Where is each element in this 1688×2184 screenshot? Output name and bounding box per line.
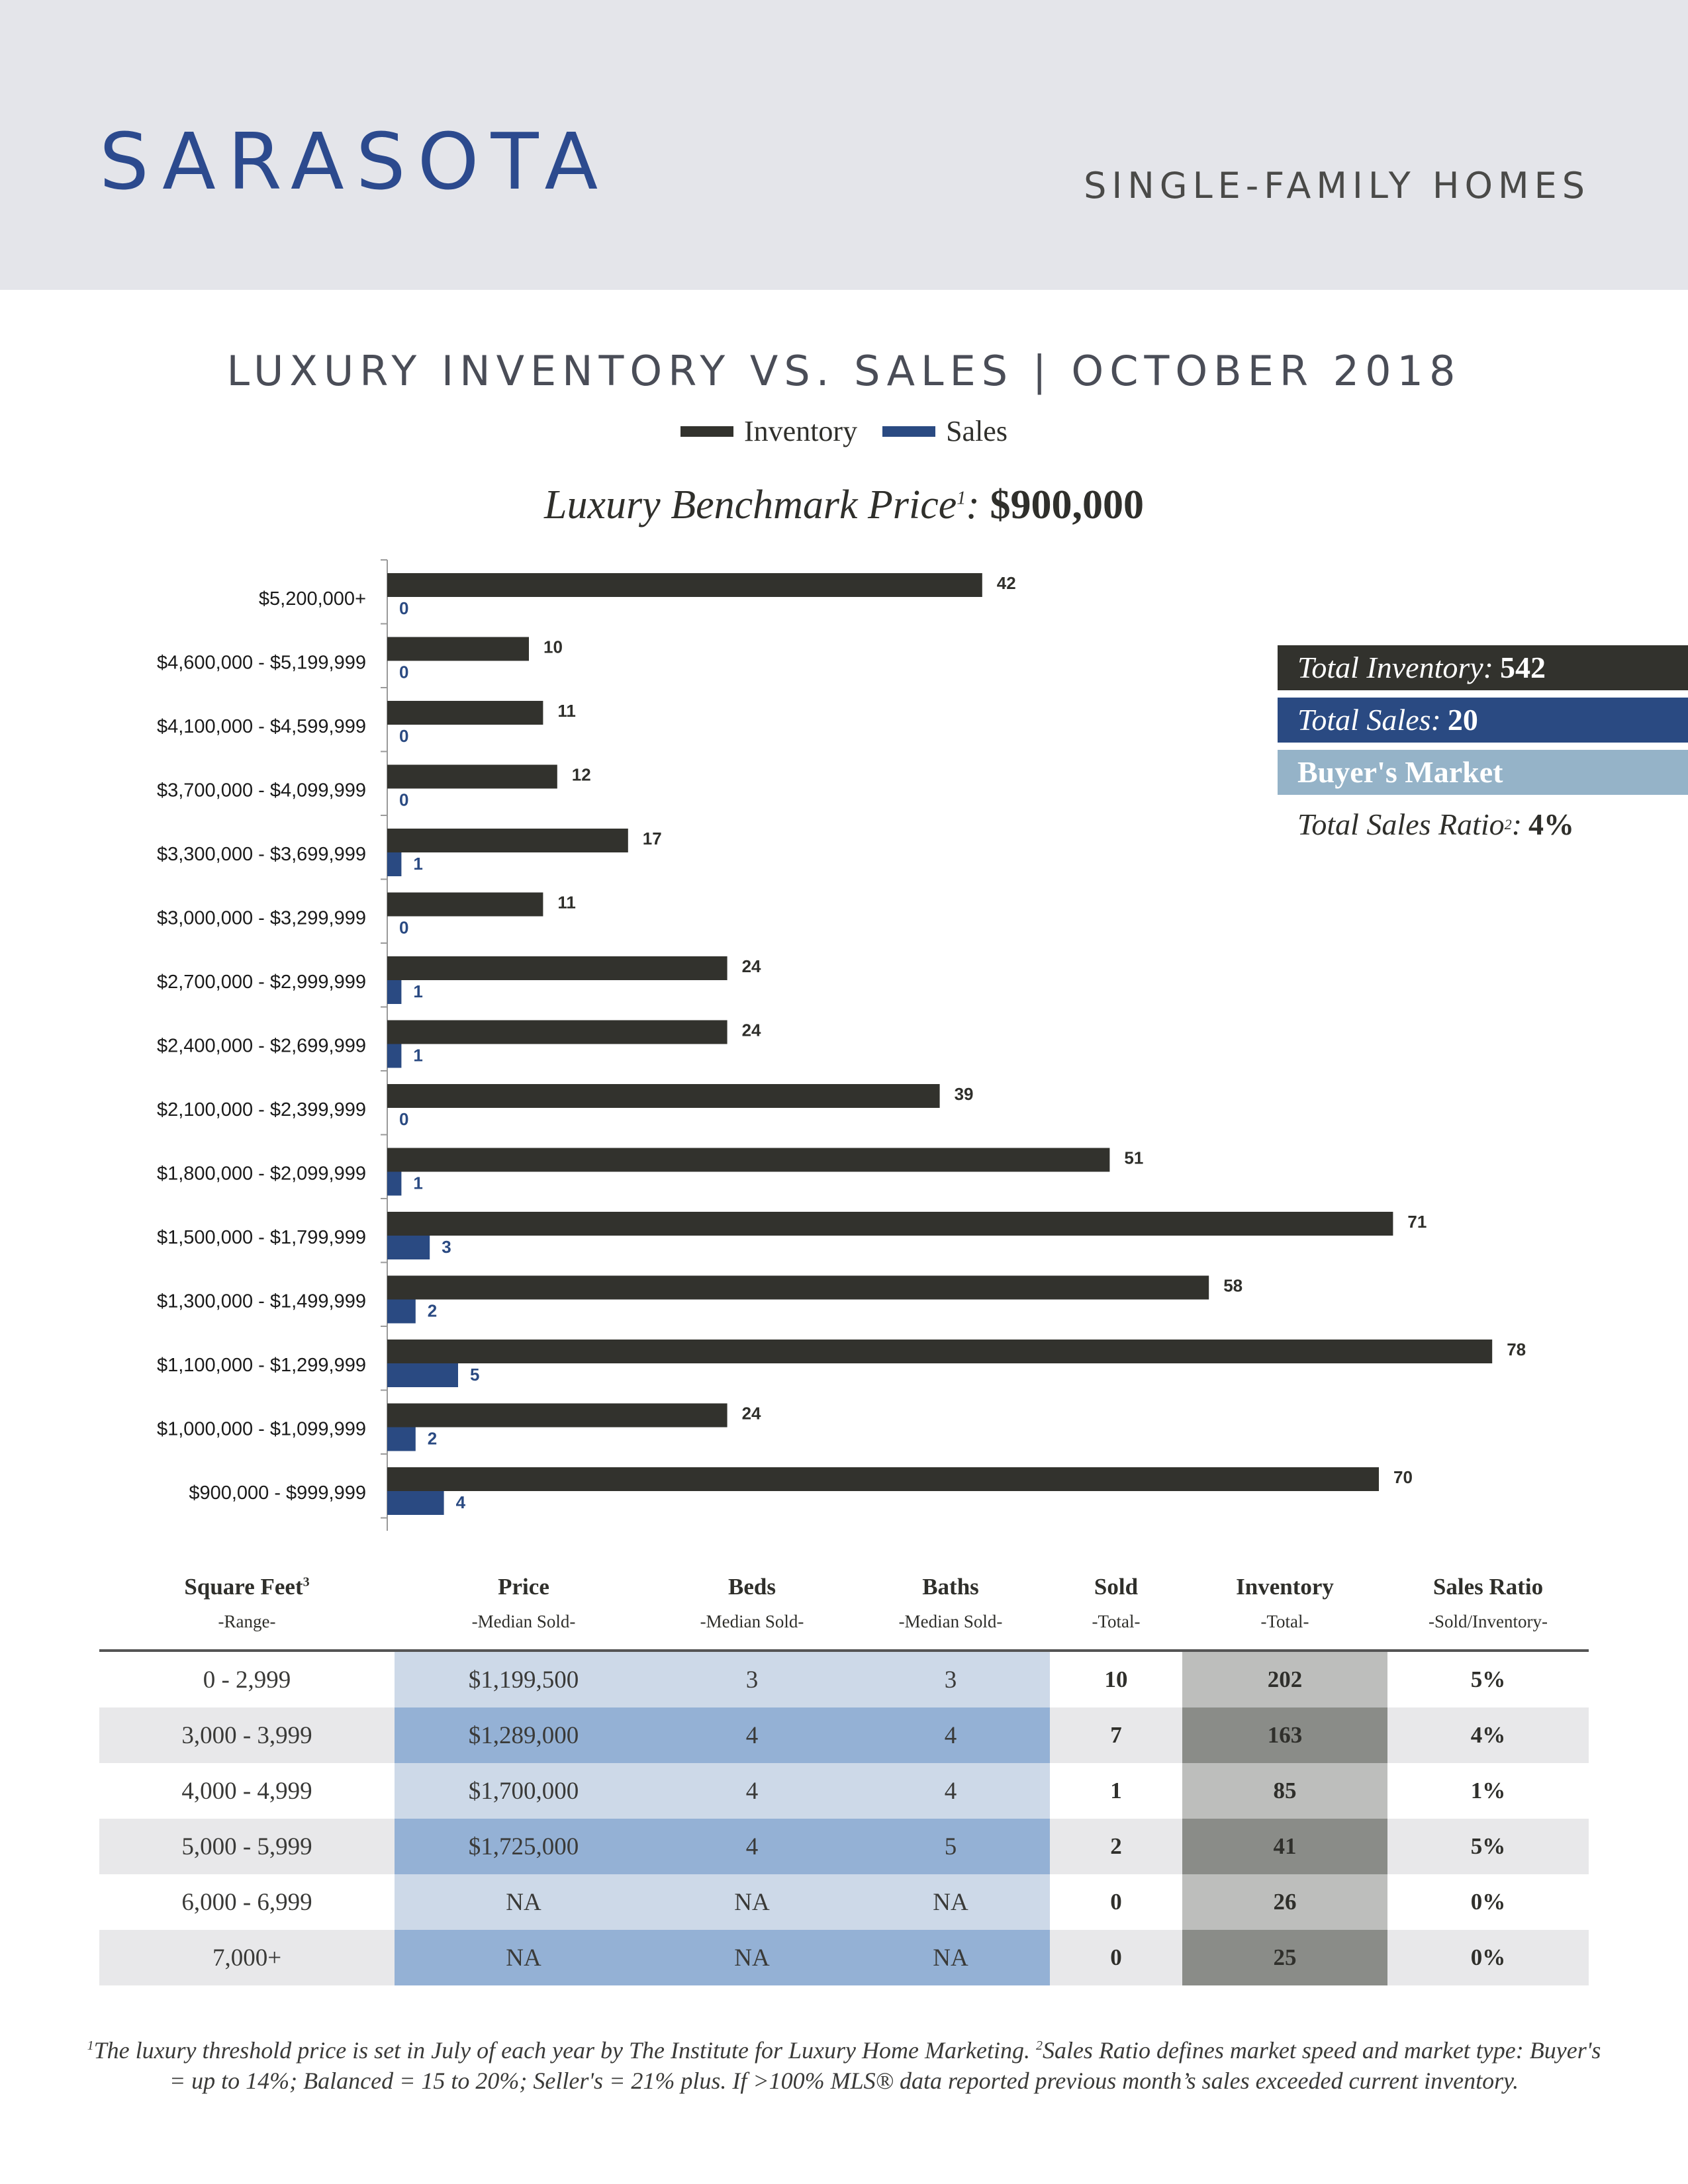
category-tick-label: $3,000,000 - $3,299,999 xyxy=(156,907,366,929)
header-title: Square Feet xyxy=(184,1574,303,1600)
cell-beds: 4 xyxy=(653,1763,851,1819)
inventory-bar xyxy=(387,1467,1379,1491)
cell-square-feet: 5,000 - 5,999 xyxy=(181,1833,312,1860)
inventory-bar xyxy=(387,1340,1492,1363)
sales-bar xyxy=(387,1428,416,1451)
cell-sold: 10 xyxy=(1104,1666,1128,1692)
cell-sales-ratio: 5% xyxy=(1470,1666,1506,1692)
city-title: SARASOTA xyxy=(99,116,610,207)
header-title: Price xyxy=(498,1574,549,1600)
sales-bar xyxy=(387,1491,444,1515)
cell-sold: 0 xyxy=(1110,1944,1122,1970)
cell-square-feet: 6,000 - 6,999 xyxy=(181,1888,312,1916)
sales-data-label: 0 xyxy=(399,662,409,682)
category-tick-label: $4,100,000 - $4,599,999 xyxy=(156,716,366,737)
sales-bar xyxy=(387,1300,416,1324)
header-title: Beds xyxy=(728,1574,776,1600)
cell-sold: 7 xyxy=(1110,1722,1122,1748)
category-tick-label: $1,100,000 - $1,299,999 xyxy=(156,1355,366,1376)
header-title: Baths xyxy=(922,1574,979,1600)
cell-inventory: 25 xyxy=(1182,1930,1387,1985)
cell-beds: NA xyxy=(653,1874,851,1930)
inventory-bar xyxy=(387,893,543,917)
sales-data-label: 5 xyxy=(470,1365,480,1385)
inventory-data-label: 24 xyxy=(741,956,761,976)
segment-title: SINGLE-FAMILY HOMES xyxy=(1084,165,1590,206)
cell-beds: 3 xyxy=(653,1652,851,1707)
legend-label-inventory: Inventory xyxy=(744,415,858,447)
cell-square-feet: 7,000+ xyxy=(212,1944,282,1972)
sales-data-label: 1 xyxy=(413,854,423,874)
table-row xyxy=(99,1930,1589,1985)
header-title: Sales Ratio xyxy=(1432,1574,1544,1600)
cell-inventory: 41 xyxy=(1182,1819,1387,1874)
total-ratio-value: 4% xyxy=(1528,807,1575,841)
cell-beds: 4 xyxy=(653,1819,851,1874)
sales-data-label: 1 xyxy=(413,981,423,1001)
category-tick-label: $3,300,000 - $3,699,999 xyxy=(156,844,366,865)
cell-sold: 0 xyxy=(1110,1889,1122,1915)
benchmark-label: Luxury Benchmark Price xyxy=(544,482,957,527)
header-sub: -Median Sold- xyxy=(898,1612,1003,1631)
inventory-bar xyxy=(387,637,529,661)
category-tick-label: $2,100,000 - $2,399,999 xyxy=(156,1099,366,1120)
cell-inventory: 26 xyxy=(1182,1874,1387,1930)
inventory-data-label: 24 xyxy=(741,1403,761,1424)
col-header-sales-ratio xyxy=(1387,1575,1589,1631)
header-sub: -Range- xyxy=(218,1612,276,1631)
benchmark-price: Luxury Benchmark Price$^1$: $900,000 xyxy=(544,482,1144,527)
inventory-data-label: 51 xyxy=(1124,1148,1144,1168)
inventory-bar xyxy=(387,956,727,980)
inventory-bar xyxy=(387,829,628,852)
cell-square-feet: 0 - 2,999 xyxy=(203,1666,291,1694)
sales-data-label: 2 xyxy=(427,1428,438,1449)
cell-inventory: 163 xyxy=(1182,1707,1387,1763)
category-tick-label: $3,700,000 - $4,099,999 xyxy=(156,780,366,801)
header-sub: -Median Sold- xyxy=(700,1612,804,1631)
cell-baths: 5 xyxy=(851,1819,1050,1874)
col-header-beds xyxy=(653,1575,851,1631)
total-sales-value: 20 xyxy=(1447,703,1478,737)
total-sales-label: Total Sales: xyxy=(1297,703,1441,737)
category-tick-label: $1,500,000 - $1,799,999 xyxy=(156,1227,366,1248)
sales-data-label: 1 xyxy=(413,1045,423,1066)
cell-baths: 3 xyxy=(851,1652,1050,1707)
table-body xyxy=(99,1652,1589,1985)
cell-square-feet: 4,000 - 4,999 xyxy=(181,1777,312,1805)
benchmark-value: $900,000 xyxy=(990,482,1144,527)
square-feet-table xyxy=(99,1574,1589,1972)
inventory-data-label: 12 xyxy=(571,764,591,785)
footnote-text-2: Sales Ratio defines market speed and market type: Buyer's = up to 14%; Balanced = 15 to 20%; Seller's = 21% plus. If >100% MLS® data reported previous month’s sales exceeded current inventory. xyxy=(169,2037,1601,2094)
table-row xyxy=(99,1819,1589,1874)
header-sub: -Sold/Inventory- xyxy=(1429,1612,1548,1631)
category-tick-label: $4,600,000 - $5,199,999 xyxy=(156,652,366,674)
legend-label-sales: Sales xyxy=(946,415,1008,447)
sales-bar xyxy=(387,852,401,876)
table-row xyxy=(99,1652,1589,1707)
header-title: Inventory xyxy=(1236,1574,1334,1600)
sales-data-label: 3 xyxy=(442,1237,451,1257)
cell-beds: 4 xyxy=(653,1707,851,1763)
footnote-text-1: The luxury threshold price is set in July of each year by The Institute for Luxury Home Marketing. xyxy=(93,2037,1036,2064)
header-sub: -Median Sold- xyxy=(471,1612,576,1631)
cell-sold: 2 xyxy=(1110,1833,1122,1859)
totals-panel xyxy=(1278,645,1688,854)
header-title: Sold xyxy=(1094,1574,1139,1600)
col-header-square-feet xyxy=(99,1575,395,1631)
cell-sold: 1 xyxy=(1110,1778,1122,1803)
benchmark-marker: 1 xyxy=(957,488,966,509)
footnote xyxy=(86,2030,1602,2096)
cell-inventory: 85 xyxy=(1182,1763,1387,1819)
sales-bar xyxy=(387,980,401,1004)
inventory-data-label: 11 xyxy=(557,892,576,913)
inventory-bar xyxy=(387,1021,727,1044)
category-tick-label: $1,800,000 - $2,099,999 xyxy=(156,1163,366,1185)
col-header-sold xyxy=(1050,1575,1182,1631)
inventory-data-label: 24 xyxy=(741,1020,761,1040)
inventory-data-label: 71 xyxy=(1407,1212,1427,1232)
sales-data-label: 4 xyxy=(455,1492,466,1512)
col-header-baths xyxy=(851,1575,1050,1631)
inventory-data-label: 58 xyxy=(1223,1275,1243,1296)
inventory-bar xyxy=(387,1404,727,1428)
cell-price: $1,199,500 xyxy=(395,1652,653,1707)
cell-sales-ratio: 0% xyxy=(1470,1944,1506,1970)
cell-baths: NA xyxy=(851,1874,1050,1930)
sales-bar xyxy=(387,1363,458,1387)
category-tick-label: $2,700,000 - $2,999,999 xyxy=(156,972,366,993)
cell-price: $1,700,000 xyxy=(395,1763,653,1819)
inventory-data-label: 17 xyxy=(642,829,662,848)
chart-title: LUXURY INVENTORY VS. SALES | OCTOBER 2018 xyxy=(226,347,1462,395)
total-inventory xyxy=(1278,645,1688,690)
cell-sales-ratio: 1% xyxy=(1470,1778,1506,1803)
total-inventory-value: 542 xyxy=(1500,651,1546,684)
market-type-label: Buyer's Market xyxy=(1297,755,1503,789)
footnote-marker-1: 1 xyxy=(87,2038,94,2053)
cell-baths: 4 xyxy=(851,1707,1050,1763)
sales-bar xyxy=(387,1172,401,1196)
inventory-data-label: 39 xyxy=(954,1084,974,1104)
cell-price: NA xyxy=(395,1874,653,1930)
total-ratio-marker: 2 xyxy=(1504,816,1512,833)
cell-square-feet: 3,000 - 3,999 xyxy=(181,1721,312,1749)
inventory-bar xyxy=(387,765,557,789)
table-row xyxy=(99,1874,1589,1930)
inventory-data-label: 11 xyxy=(557,701,576,721)
inventory-bar xyxy=(387,1276,1209,1300)
inventory-bar xyxy=(387,1084,940,1108)
table-row xyxy=(99,1763,1589,1819)
table-row xyxy=(99,1707,1589,1763)
sales-data-label: 0 xyxy=(399,726,409,746)
inventory-data-label: 10 xyxy=(543,637,563,657)
category-tick-label: $900,000 - $999,999 xyxy=(189,1482,366,1504)
market-type-badge xyxy=(1278,750,1688,795)
cell-beds: NA xyxy=(653,1930,851,1985)
header-sub: -Total- xyxy=(1260,1612,1309,1631)
inventory-bar xyxy=(387,701,543,725)
sales-bar xyxy=(387,1236,430,1259)
header-sub: -Total- xyxy=(1092,1612,1141,1631)
category-tick-label: $1,300,000 - $1,499,999 xyxy=(156,1291,366,1312)
sales-bar xyxy=(387,1044,401,1068)
sales-data-label: 0 xyxy=(399,790,409,810)
total-sales-ratio: Total Sales Ratio 2 : 4% xyxy=(1297,807,1575,841)
cell-inventory: 202 xyxy=(1182,1652,1387,1707)
sales-data-label: 1 xyxy=(413,1173,423,1193)
cell-baths: NA xyxy=(851,1930,1050,1985)
inventory-bar xyxy=(387,573,982,597)
inventory-bar xyxy=(387,1212,1393,1236)
category-tick-label: $2,400,000 - $2,699,999 xyxy=(156,1035,366,1057)
table-header xyxy=(99,1575,1589,1648)
footnote-marker-2: 2 xyxy=(1035,2038,1043,2053)
cell-price: $1,725,000 xyxy=(395,1819,653,1874)
total-ratio-label: Total Sales Ratio xyxy=(1297,807,1505,841)
inventory-data-label: 78 xyxy=(1507,1340,1526,1359)
cell-sales-ratio: 0% xyxy=(1470,1889,1506,1915)
col-header-price xyxy=(395,1575,653,1631)
category-tick-label: $5,200,000+ xyxy=(258,588,366,610)
category-tick-label: $1,000,000 - $1,099,999 xyxy=(156,1418,366,1440)
total-sales xyxy=(1278,698,1688,743)
inventory-data-label: 42 xyxy=(996,573,1016,593)
cell-baths: 4 xyxy=(851,1763,1050,1819)
cell-price: NA xyxy=(395,1930,653,1985)
sales-data-label: 0 xyxy=(399,1109,409,1129)
cell-price: $1,289,000 xyxy=(395,1707,653,1763)
sales-data-label: 0 xyxy=(399,917,409,938)
cell-sales-ratio: 4% xyxy=(1470,1722,1506,1748)
sales-data-label: 2 xyxy=(427,1300,438,1321)
cell-sales-ratio: 5% xyxy=(1470,1833,1506,1859)
col-header-inventory xyxy=(1182,1575,1387,1631)
inventory-bar xyxy=(387,1148,1109,1172)
header-marker: 3 xyxy=(303,1574,310,1590)
inventory-data-label: 70 xyxy=(1393,1467,1413,1487)
sales-data-label: 0 xyxy=(399,598,409,618)
total-inventory-label: Total Inventory: xyxy=(1297,651,1493,684)
